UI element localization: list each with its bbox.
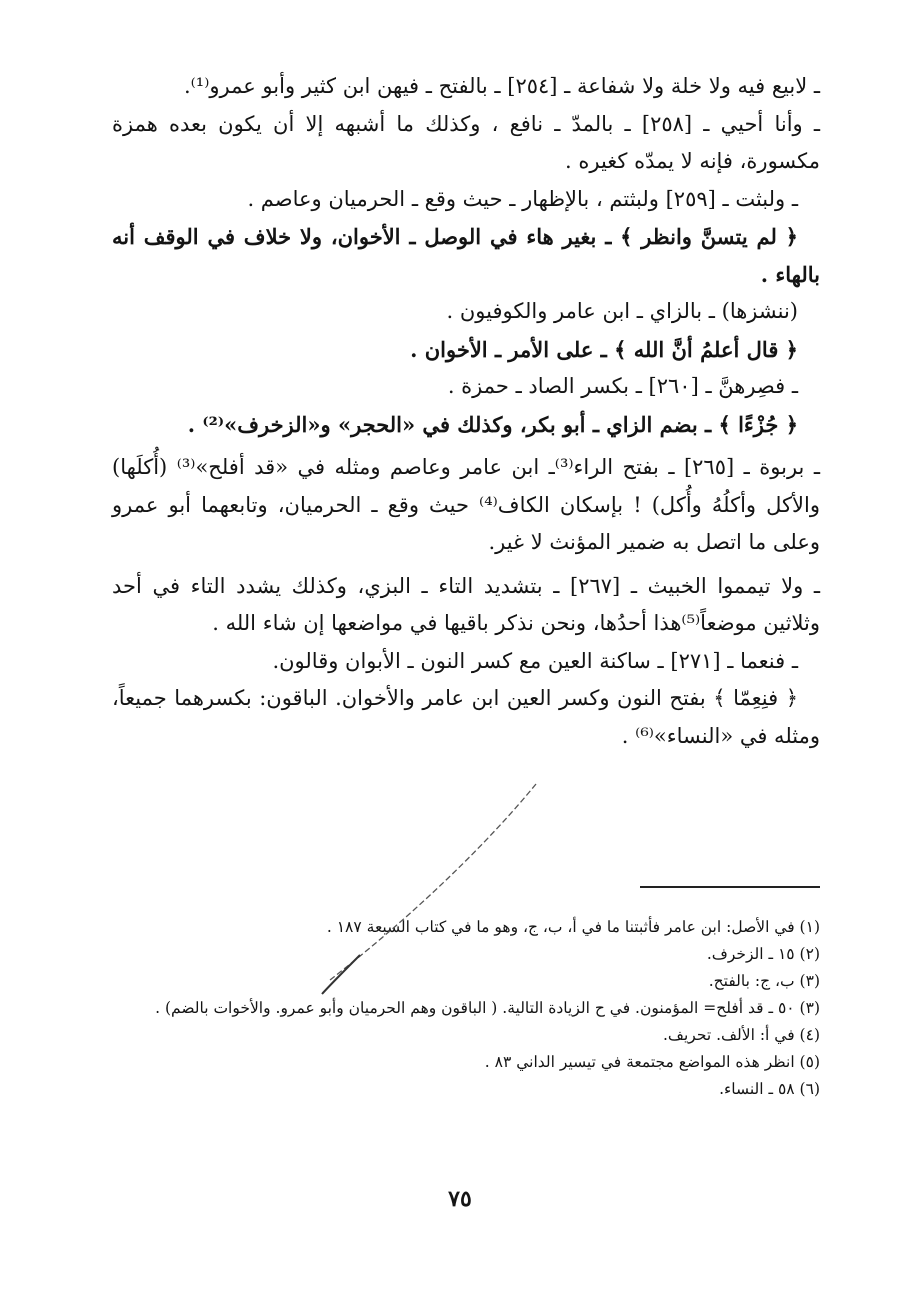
footnote: (٥) انظر هذه المواضع مجتمعة في تيسير الداني ٨٣ .	[484, 1053, 820, 1071]
paragraph: ـ فنعما ـ [٢٧١] ـ ساكنة العين مع كسر النون ـ الأبوان وقالون.	[272, 648, 798, 673]
paragraph: (ننشزها) ـ بالزاي ـ ابن عامر والكوفيون .	[446, 299, 798, 323]
paragraph: ﴿ لم يتسنَّ وانظر ﴾ ـ بغير هاء في الوصل ـ الأخوان، ولا خلاف في الوقف أنه بالهاء .	[112, 224, 820, 287]
paragraph: ـ بربوة ـ [٢٦٥] ـ بفتح الراء⁽³⁾ـ ابن عامر وعاصم ومثله في «قد أفلح»⁽³⁾ (أُكلَها) والأكل وأكلُهُ وأُكل) ! بإسكان الكاف⁽⁴⁾ حيث وقع ـ الحرميان، وتابعهما أبو عمرو وعلى ما اتصل به ضمير المؤنث لا غير.	[112, 455, 820, 554]
paragraph: ـ ولا تيمموا الخبيث ـ [٢٦٧] ـ بتشديد التاء ـ البزي، وكذلك يشدد التاء في أحد وثلاثين موضعاً⁽⁵⁾هذا أحدُها، ونحن نذكر باقيها في مواضعها إن شاء الله .	[112, 573, 820, 635]
paragraph: ﴿ فنِعِمّا ﴾ بفتح النون وكسر العين ابن عامر والأخوان. الباقون: بكسرهما جميعاً، ومثله في «النساء»⁽⁶⁾ .	[112, 686, 820, 748]
paragraph: ـ وأنا أحيي ـ [٢٥٨] ـ بالمدّ ـ نافع ، وكذلك ما أشبهه إلا أن يكون بعده همزة مكسورة، فإنه لا يمدّه كغيره .	[112, 111, 820, 173]
paragraph: ﴿ قال أعلمُ أنَّ الله ﴾ ـ على الأمر ـ الأخوان .	[410, 336, 798, 362]
footnote-divider	[640, 886, 820, 888]
main-text	[112, 68, 820, 755]
footnote: (٢) ١٥ ـ الزخرف.	[706, 945, 820, 963]
footnote: (٤) في أ: الألف. تحريف.	[662, 1026, 820, 1044]
paragraph: ﴿ جُزْءًا ﴾ ـ بضم الزاي ـ أبو بكر، وكذلك في «الحجر» و«الزخرف»⁽²⁾ .	[187, 411, 798, 437]
paragraph: ـ فصِرهنَّ ـ [٢٦٠] ـ بكسر الصاد ـ حمزة .	[447, 374, 798, 398]
pencil-mark	[300, 780, 540, 1010]
paragraph: ـ ولبثت ـ [٢٥٩] ولبثتم ، بالإظهار ـ حيث وقع ـ الحرميان وعاصم .	[247, 186, 798, 211]
footnote: (١) في الأصل: ابن عامر فأثبتنا ما في أ، ب، ج، وهو ما في كتاب السبعة ١٨٧ .	[326, 918, 820, 936]
footnote: (٣) ٥٠ ـ قد أفلح= المؤمنون. في ح الزيادة التالية. ( الباقون وهم الحرميان وأبو عمرو. والأخوات بالضم) .	[155, 999, 820, 1017]
page-number: ٧٥	[448, 1186, 472, 1212]
footnote: (٦) ٥٨ ـ النساء.	[719, 1080, 820, 1098]
paragraph: ـ لابيع فيه ولا خلة ولا شفاعة ـ [٢٥٤] ـ بالفتح ـ فيهن ابن كثير وأبو عمرو⁽¹⁾.	[183, 74, 820, 98]
footnote: (٣) ب، ج: بالفتح.	[708, 972, 820, 990]
